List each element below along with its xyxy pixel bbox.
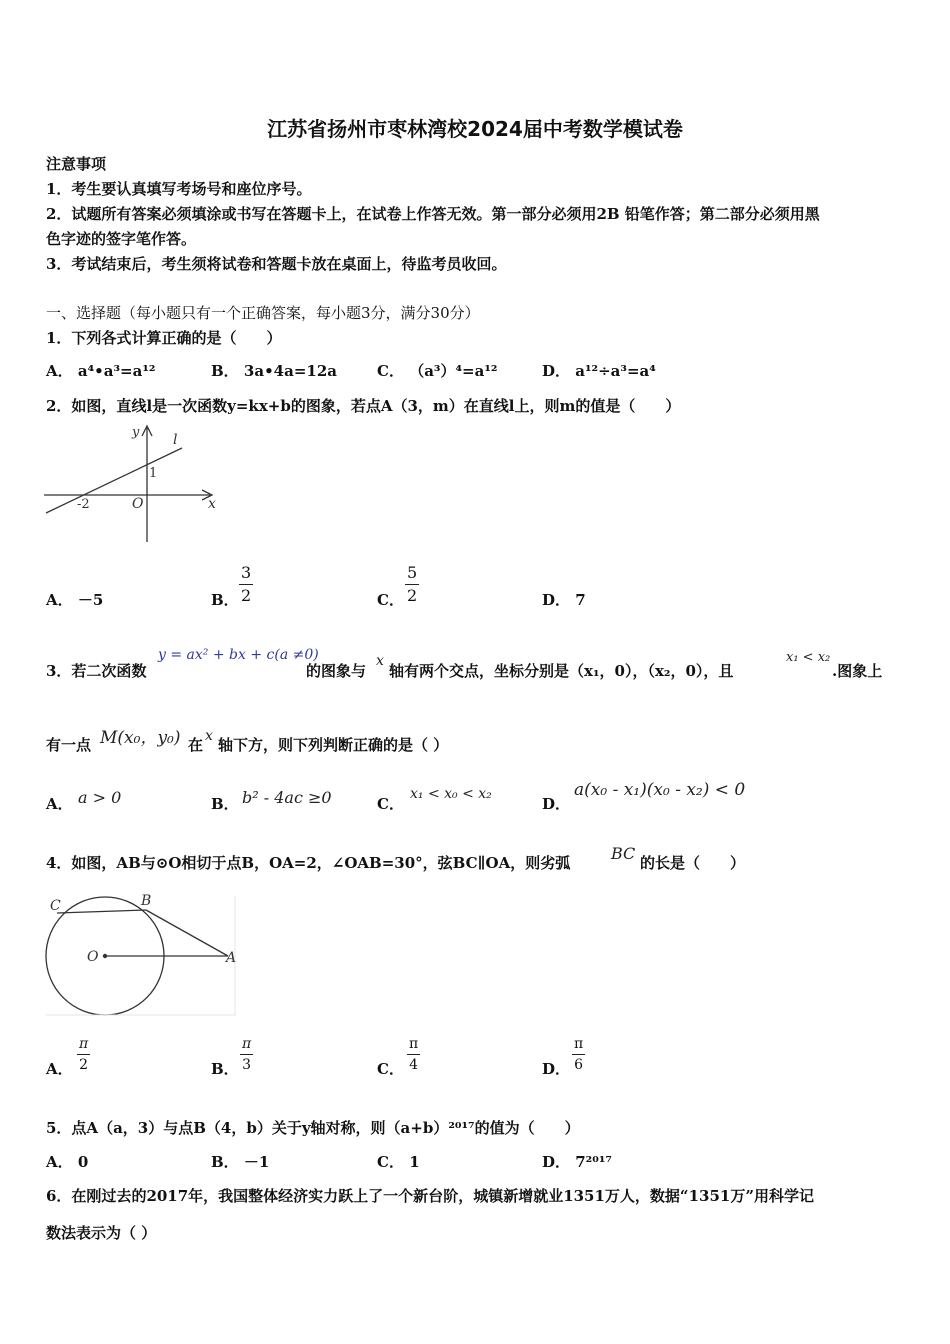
q2-option-c-label: C．	[377, 591, 404, 609]
q2-option-c-fraction: $\frac{5}{2}$	[407, 563, 418, 605]
q3-mid1: 的图象与	[306, 662, 367, 680]
q2-stem: 2．如图，直线l是一次函数y=kx+b的图象，若点A（3，m）在直线l上，则m的值是（ ）	[46, 397, 681, 415]
graph-y-label: y	[132, 425, 140, 440]
q3-point-m: M(x₀，y₀)	[100, 728, 181, 748]
q2-option-b-fraction: $\frac{3}{2}$	[241, 563, 252, 605]
q4-option-a-fraction: $\frac{\pi}{2}$	[79, 1036, 89, 1073]
fig-label-c: C	[50, 898, 61, 914]
q6-line2: 数法表示为（ ）	[46, 1224, 157, 1242]
q1-option-d: D． a¹²÷a³=a⁴	[542, 362, 656, 380]
graph-1-label: 1	[149, 466, 158, 481]
q2-option-d: D． 7	[542, 591, 586, 609]
q4-circle-figure	[40, 892, 240, 1017]
graph-l-label: l	[173, 432, 178, 448]
notice-item: 色字迹的签字笔作答。	[46, 230, 197, 248]
q3-option-a-label: A．	[46, 795, 73, 813]
q2-option-a: A． －5	[46, 591, 104, 609]
q4-option-d-label: D．	[542, 1060, 571, 1078]
q3-line2b: 在	[188, 736, 204, 754]
q3-line2c: 轴下方，则下列判断正确的是（ ）	[218, 736, 449, 754]
notice-heading: 注意事项	[46, 155, 107, 173]
q1-option-a: A． a⁴•a³=a¹²	[46, 362, 156, 380]
q5-option-b: B． －1	[211, 1153, 270, 1171]
fig-label-b: B	[141, 893, 152, 909]
q4-option-c-label: C．	[377, 1060, 404, 1078]
q3-x-variable: x	[376, 653, 384, 669]
notice-item: 3．考试结束后，考生须将试卷和答题卡放在桌面上，待监考员收回。	[46, 255, 507, 273]
q4-stem-end: 的长是（ ）	[640, 854, 746, 872]
q3-prefix: 3．若二次函数	[46, 662, 147, 680]
q1-stem: 1．下列各式计算正确的是（ ）	[46, 329, 282, 347]
q3-end: .图象上	[832, 662, 883, 680]
q2-option-b-label: B．	[211, 591, 239, 609]
q3-option-d-label: D．	[542, 795, 571, 813]
q4-option-d-fraction: $\frac{\pi}{6}$	[574, 1036, 584, 1073]
fig-label-o: O	[87, 949, 99, 965]
q3-mid2: 轴有两个交点，坐标分别是（x₁，0），（x₂，0），且	[389, 662, 734, 680]
q3-option-b-label: B．	[211, 795, 239, 813]
q3-option-a: a > 0	[78, 788, 122, 807]
q3-x-variable-2: x	[205, 728, 213, 744]
q3-option-b: b² - 4ac ≥0	[242, 788, 332, 807]
q3-option-c: x₁ < x₀ < x₂	[410, 786, 492, 802]
q1-option-b: B． 3a•4a=12a	[211, 362, 337, 380]
q3-option-d: a(x₀ - x₁)(x₀ - x₂) < 0	[574, 780, 746, 800]
q1-option-c: C． （a³）⁴=a¹²	[377, 362, 498, 380]
q4-arc-bc: BC	[611, 844, 636, 863]
notice-item: 2．试题所有答案必须填涂或书写在答题卡上，在试卷上作答无效。第一部分必须用2B 铅笔作答；第二部分必须用黑	[46, 205, 820, 223]
notice-item: 1．考生要认真填写考场号和座位序号。	[46, 180, 312, 198]
q3-formula: y = ax² + bx + c(a ≠0)	[158, 647, 319, 663]
graph-neg2-label: -2	[77, 497, 90, 512]
page-title: 江苏省扬州市枣林湾校2024届中考数学模试卷	[267, 117, 683, 141]
q3-line2a: 有一点	[46, 736, 92, 754]
q5-option-a: A． 0	[46, 1153, 89, 1171]
graph-origin-label: O	[132, 496, 144, 512]
q4-option-a-label: A．	[46, 1060, 73, 1078]
q2-line-graph	[40, 420, 230, 550]
q5-option-d: D． 7²⁰¹⁷	[542, 1153, 612, 1171]
q6-line1: 6．在刚过去的2017年，我国整体经济实力跃上了一个新台阶，城镇新增就业1351万人，数据“1351万”用科学记	[46, 1187, 814, 1205]
q3-option-c-label: C．	[377, 795, 404, 813]
q3-condition: x₁ < x₂	[786, 650, 831, 665]
fig-label-a: A	[226, 950, 237, 966]
section-heading: 一、选择题（每小题只有一个正确答案，每小题3分，满分30分）	[46, 304, 480, 322]
q4-stem: 4．如图，AB与⊙O相切于点B，OA=2，∠OAB=30°，弦BC∥OA，则劣弧	[46, 854, 571, 872]
q4-option-b-fraction: $\frac{\pi}{3}$	[242, 1036, 252, 1073]
q5-stem: 5．点A（a，3）与点B（4，b）关于y轴对称，则（a+b）²⁰¹⁷的值为（ ）	[46, 1119, 580, 1137]
q4-option-c-fraction: $\frac{\pi}{4}$	[409, 1036, 419, 1073]
q5-option-c: C． 1	[377, 1153, 420, 1171]
graph-x-label: x	[208, 496, 216, 512]
q4-option-b-label: B．	[211, 1060, 239, 1078]
